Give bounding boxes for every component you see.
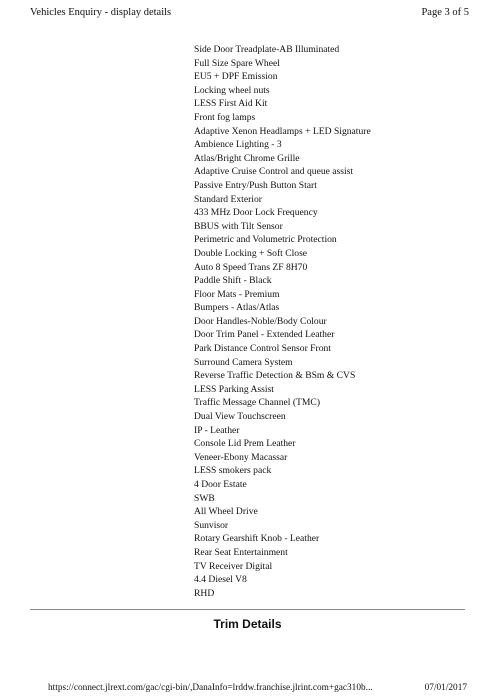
feature-item: Paddle Shift - Black <box>194 275 272 287</box>
feature-item: LESS smokers pack <box>194 465 272 477</box>
feature-item: Side Door Treadplate-AB Illuminated <box>194 44 340 55</box>
feature-item: Park Distance Control Sensor Front <box>194 343 331 355</box>
feature-item: Standard Exterior <box>194 193 262 205</box>
feature-item: All Wheel Drive <box>194 506 258 518</box>
feature-item: Front fog lamps <box>194 111 256 123</box>
feature-item: 4 Door Estate <box>194 479 247 490</box>
feature-item: Locking wheel nuts <box>194 84 270 96</box>
section-divider <box>30 609 465 610</box>
feature-item: Passive Entry/Push Button Start <box>194 179 317 191</box>
feature-list <box>194 43 371 600</box>
feature-item: 4.4 Diesel V8 <box>194 574 247 586</box>
feature-item: Door Trim Panel - Extended Leather <box>194 329 335 341</box>
feature-item: Bumpers - Atlas/Atlas <box>194 302 280 314</box>
document-title: Vehicles Enquiry - display details <box>30 7 172 18</box>
feature-item: Floor Mats - Premium <box>194 288 280 300</box>
feature-item: Door Handles-Noble/Body Colour <box>194 315 327 327</box>
feature-item: Full Size Spare Wheel <box>194 57 280 69</box>
section-title: Trim Details <box>213 617 282 631</box>
feature-item: Perimetric and Volumetric Protection <box>194 234 337 246</box>
feature-item: Reverse Traffic Detection & BSm & CVS <box>194 370 356 382</box>
footer-url: https://connect.jlrext.com/gac/cgi-bin/,DanaInfo=lrddw.franchise.jlrint.com+gac310b... <box>48 683 373 693</box>
feature-item: Veneer-Ebony Macassar <box>194 451 288 463</box>
feature-item: RHD <box>194 587 215 599</box>
feature-item: Auto 8 Speed Trans ZF 8H70 <box>194 261 308 273</box>
page-number: Page 3 of 5 <box>421 7 469 18</box>
feature-item: Traffic Message Channel (TMC) <box>194 397 321 409</box>
feature-item: Console Lid Prem Leather <box>194 438 296 450</box>
feature-item: Sunvisor <box>194 519 229 531</box>
feature-item: LESS First Aid Kit <box>194 98 268 110</box>
feature-item: Dual View Touchscreen <box>194 411 286 423</box>
feature-item: Adaptive Xenon Headlamps + LED Signature <box>194 125 371 137</box>
feature-item: Rotary Gearshift Knob - Leather <box>194 533 320 545</box>
feature-item: Double Locking + Soft Close <box>194 247 308 259</box>
feature-item: 433 MHz Door Lock Frequency <box>194 207 318 219</box>
feature-item: IP - Leather <box>194 424 240 436</box>
feature-item: EU5 + DPF Emission <box>194 71 278 83</box>
feature-item: Rear Seat Entertainment <box>194 546 288 558</box>
feature-item: LESS Parking Assist <box>194 383 274 395</box>
feature-item: BBUS with Tilt Sensor <box>194 220 283 232</box>
feature-item: Ambience Lighting - 3 <box>194 139 282 151</box>
feature-item: Adaptive Cruise Control and queue assist <box>194 166 354 178</box>
feature-item: Surround Camera System <box>194 356 293 368</box>
feature-item: SWB <box>194 492 215 504</box>
feature-item: Atlas/Bright Chrome Grille <box>194 152 300 164</box>
footer-date: 07/01/2017 <box>424 683 467 693</box>
feature-item: TV Receiver Digital <box>194 560 273 572</box>
